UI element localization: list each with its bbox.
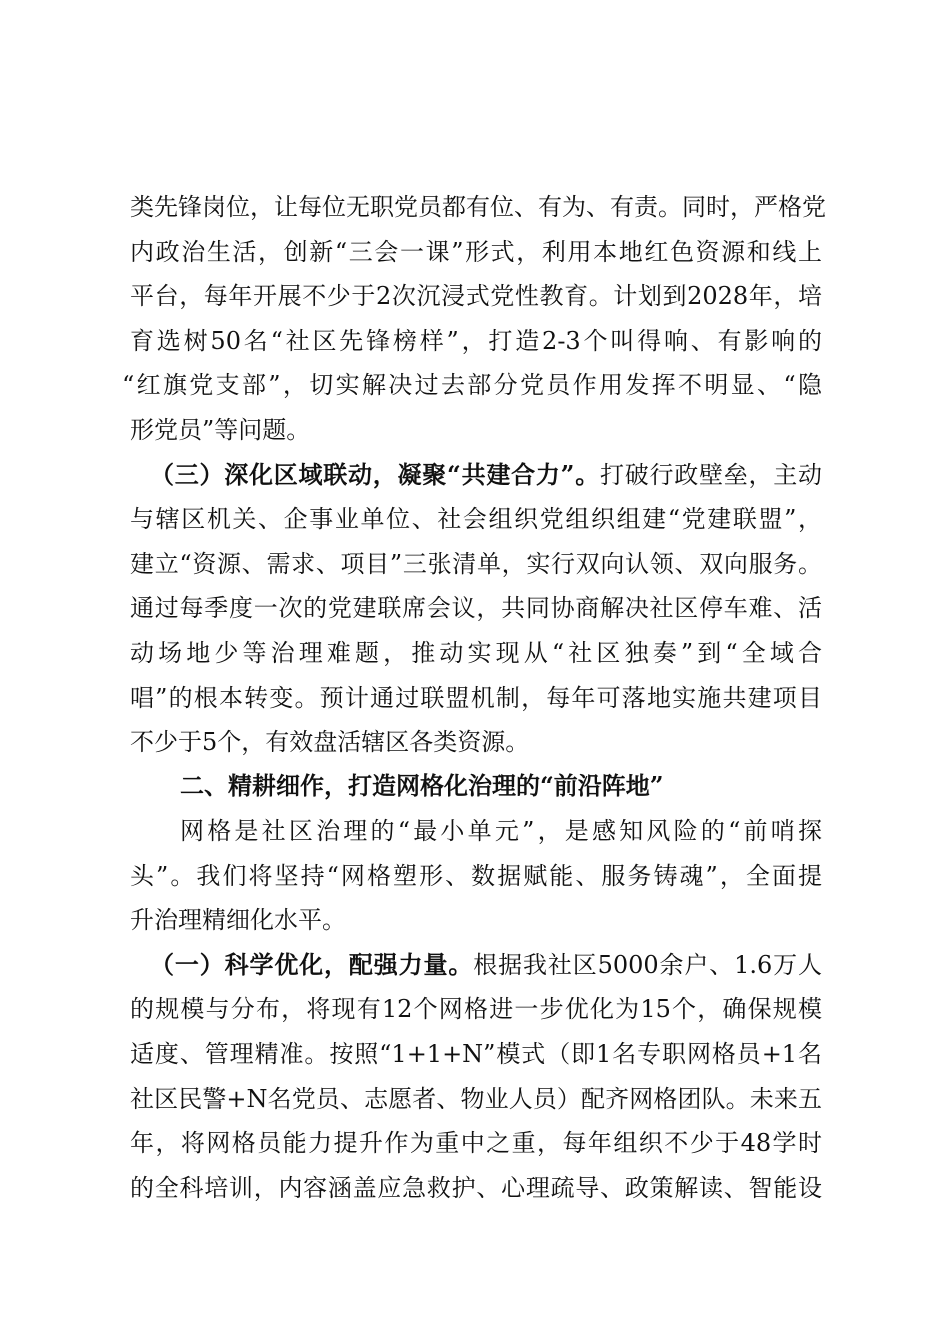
text-line: 育选树50名“社区先锋榜样”，打造2-3个叫得响、有影响的: [130, 327, 822, 355]
section-heading: （三）深化区域联动，凝聚“共建合力”。: [150, 460, 600, 489]
text-line: 建立“资源、需求、项目”三张清单，实行双向认领、双向服务。: [130, 550, 822, 578]
text-line: 年，将网格员能力提升作为重中之重，每年组织不少于48学时: [130, 1129, 822, 1157]
text-line: 适度、管理精准。按照“1+1+N”模式（即1名专职网格员+1名: [130, 1040, 822, 1068]
text-line: 网格是社区治理的“最小单元”，是感知风险的“前哨探: [180, 817, 822, 845]
text-line: 唱”的根本转变。预计通过联盟机制，每年可落地实施共建项目: [130, 684, 822, 712]
text-line: 的规模与分布，将现有12个网格进一步优化为15个，确保规模: [130, 995, 822, 1023]
text-line: 头”。我们将坚持“网格塑形、数据赋能、服务铸魂”，全面提: [130, 862, 822, 890]
text-line: 平台，每年开展不少于2次沉浸式党性教育。计划到2028年，培: [130, 282, 822, 310]
text-line: 不少于5个，有效盘活辖区各类资源。: [130, 728, 530, 756]
text-line: 的全科培训，内容涵盖应急救护、心理疏导、政策解读、智能设: [130, 1174, 822, 1202]
chapter-heading: 二、精耕细作，打造网格化治理的“前沿阵地”: [180, 771, 664, 800]
section-heading-line: [150, 460, 822, 490]
text-run: 根据我社区5000余户、1.6万人: [473, 951, 823, 979]
text-line: 类先锋岗位，让每位无职党员都有位、有为、有责。同时，严格党: [130, 193, 826, 221]
text-line: 动场地少等治理难题，推动实现从“社区独奏”到“全域合: [130, 639, 822, 667]
section-heading: （一）科学优化，配强力量。: [150, 950, 474, 979]
text-run: 打破行政壁垒，主动: [599, 461, 823, 489]
section-heading-line: [150, 950, 822, 980]
text-line: “红旗党支部”，切实解决过去部分党员作用发挥不明显、“隐: [122, 371, 822, 399]
text-line: 社区民警+N名党员、志愿者、物业人员）配齐网格团队。未来五: [130, 1085, 822, 1113]
text-line: 内政治生活，创新“三会一课”形式，利用本地红色资源和线上: [130, 238, 822, 266]
text-line: 形党员”等问题。: [130, 416, 311, 444]
text-line: 与辖区机关、企事业单位、社会组织党组织组建“党建联盟”，: [130, 505, 822, 533]
text-line: 通过每季度一次的党建联席会议，共同协商解决社区停车难、活: [130, 594, 822, 622]
text-line: 升治理精细化水平。: [130, 906, 346, 934]
